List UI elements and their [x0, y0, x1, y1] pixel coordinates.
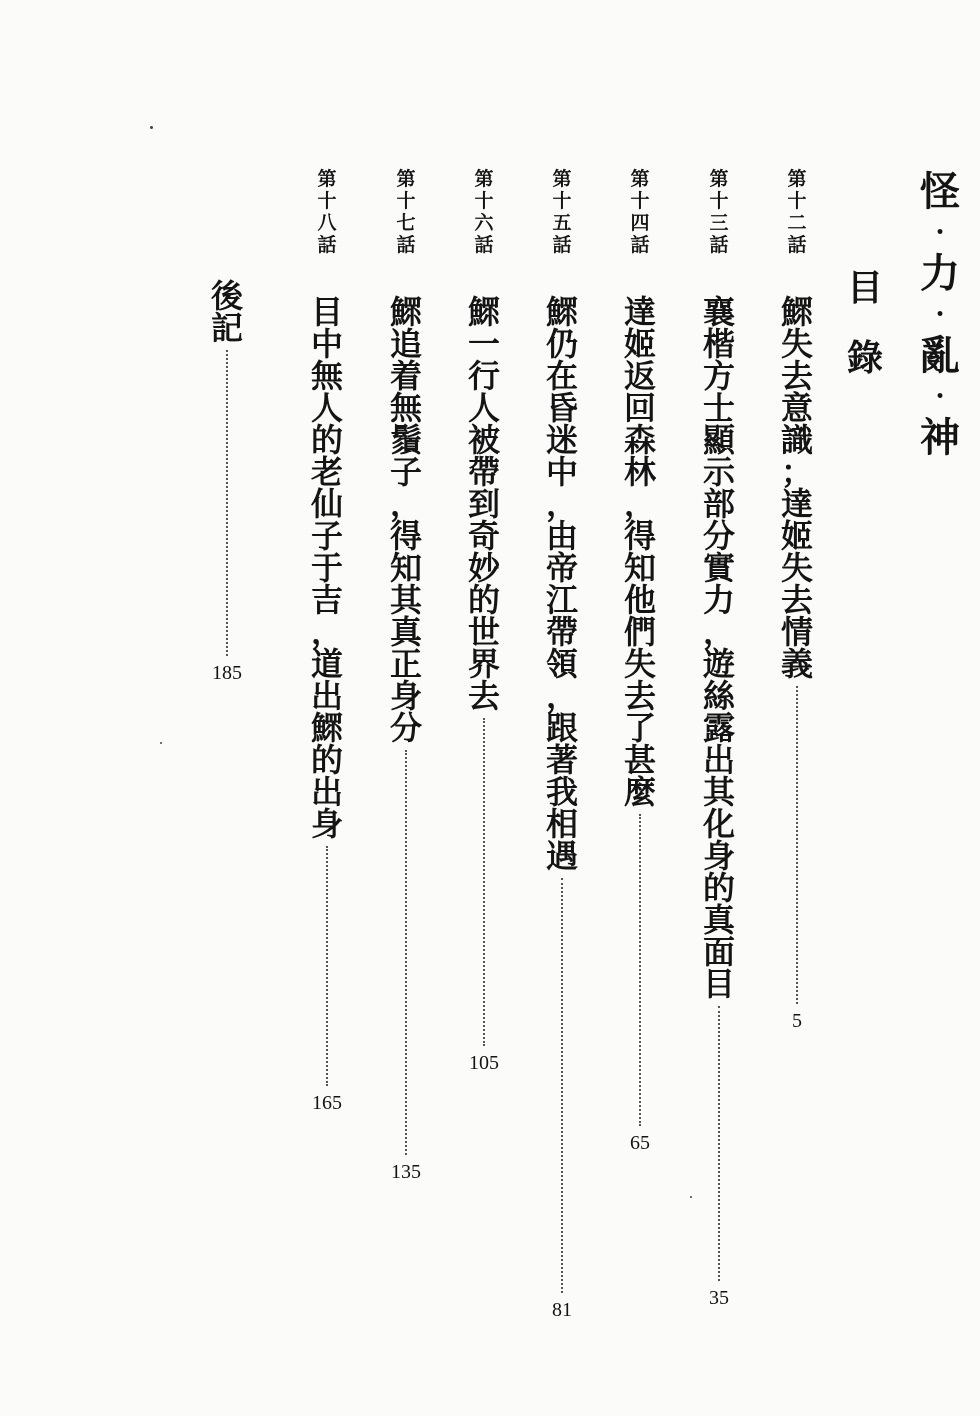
page-number: 81: [552, 1299, 572, 1321]
toc-entry-chapter-12[interactable]: [775, 168, 819, 1032]
chapter-label: 第 十 八 話: [317, 168, 337, 256]
chapter-title: 鰥 追 着 無 鬚 子 ， 得 知 其 真 正 身 分: [389, 293, 422, 747]
dot-leader: [561, 878, 563, 1293]
dot-leader: [718, 1006, 720, 1281]
chapter-label: 第 十 六 話: [474, 168, 494, 256]
chapter-label: 第 十 五 話: [552, 168, 572, 256]
chapter-title: 目 中 無 人 的 老 仙 子 于 吉 ， 道 出 鰥 的 出 身: [310, 293, 343, 843]
page-number: 5: [792, 1010, 802, 1032]
chapter-title: 襄 楷 方 士 顯 示 部 分 實 力 ， 遊 絲 露 出 其 化 身 的 真 面 目: [702, 293, 735, 1003]
book-title-char: 力: [920, 251, 960, 297]
afterword-title: 後 記: [210, 277, 243, 347]
page-number: 105: [469, 1052, 499, 1074]
paper-speck: [690, 1196, 692, 1198]
chapter-label: 第 十 三 話: [709, 168, 729, 256]
separator-dot: ・: [928, 302, 951, 328]
chapter-title: 鰥 一 行 人 被 帶 到 奇 妙 的 世 界 去: [467, 293, 500, 715]
toc-entry-chapter-13[interactable]: [697, 168, 741, 1309]
dot-leader: [326, 846, 328, 1086]
chapter-label: 第 十 七 話: [396, 168, 416, 256]
chapter-label: 第 十 二 話: [787, 168, 807, 256]
book-title-char: 亂: [920, 333, 960, 379]
toc-entry-chapter-15[interactable]: [540, 168, 584, 1321]
book-title: [915, 168, 965, 462]
chapter-title: 鰥 失 去 意 識 ； 達 姬 失 去 情 義: [780, 293, 813, 683]
toc-entry-chapter-18[interactable]: [305, 168, 349, 1114]
paper-speck: [150, 126, 153, 129]
dot-leader: [226, 350, 228, 656]
toc-entry-chapter-14[interactable]: [618, 168, 662, 1154]
toc-entry-chapter-16[interactable]: [462, 168, 506, 1074]
dot-leader: [639, 814, 641, 1126]
chapter-title: 鰥 仍 在 昏 迷 中 ， 由 帝 江 帶 領 ， 跟 著 我 相 遇: [545, 293, 578, 875]
dot-leader: [796, 686, 798, 1004]
dot-leader: [405, 750, 407, 1155]
separator-dot: ・: [928, 220, 951, 246]
chapter-label: 第 十 四 話: [630, 168, 650, 256]
page-number: 135: [391, 1161, 421, 1183]
book-title-char: 神: [920, 415, 960, 461]
book-title-char: 怪: [920, 169, 960, 215]
separator-dot: ・: [928, 384, 951, 410]
toc-entry-afterword[interactable]: [205, 277, 249, 684]
toc-heading-char: 目: [846, 267, 883, 309]
toc-heading-char: 錄: [846, 337, 883, 379]
page-number: 65: [630, 1132, 650, 1154]
dot-leader: [483, 718, 485, 1046]
page-number: 165: [312, 1092, 342, 1114]
page-number: 185: [212, 662, 242, 684]
paper-speck: [160, 742, 162, 744]
toc-entry-chapter-17[interactable]: [384, 168, 428, 1183]
toc-heading: [843, 268, 887, 378]
chapter-title: 達 姬 返 回 森 林 ， 得 知 他 們 失 去 了 甚 麼: [623, 293, 656, 811]
page-number: 35: [709, 1287, 729, 1309]
